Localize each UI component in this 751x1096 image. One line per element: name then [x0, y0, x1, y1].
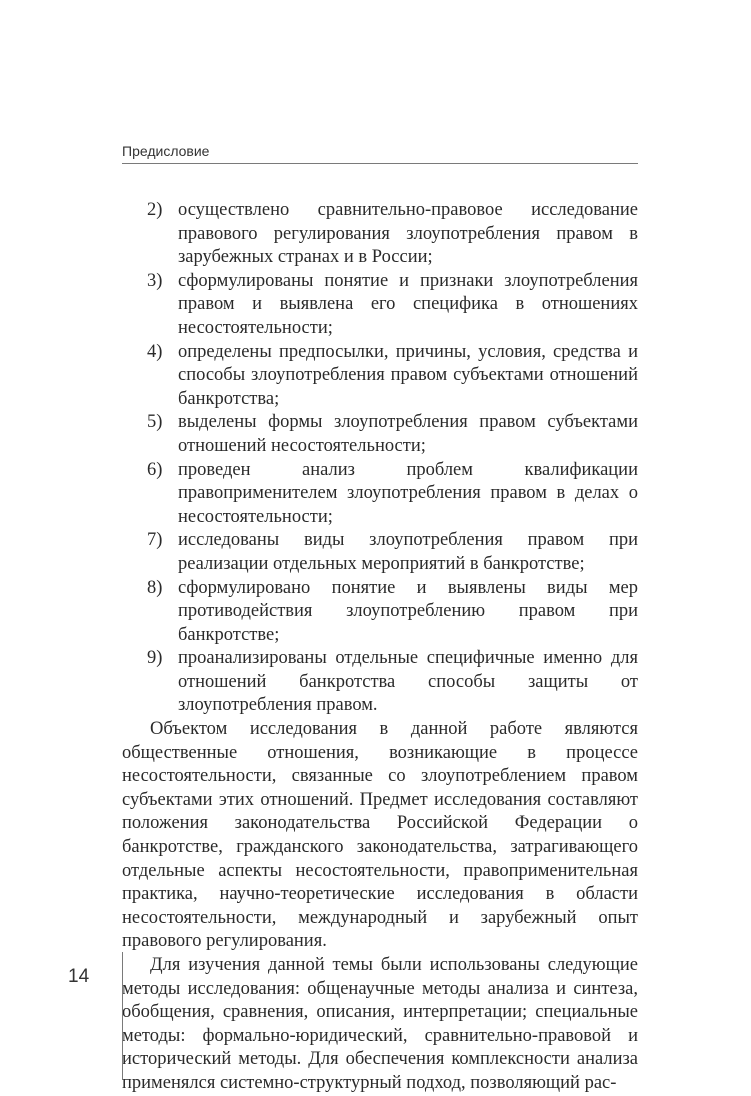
list-item [122, 529, 638, 576]
list-item [122, 341, 638, 412]
running-head: Предисловие [122, 143, 210, 159]
list-item-number: 4) [147, 341, 163, 362]
list-item [122, 411, 638, 458]
list-item [122, 270, 638, 341]
margin-rule [122, 952, 123, 1080]
list-item-number: 2) [147, 200, 163, 220]
findings-list [122, 199, 638, 718]
list-item-number: 6) [147, 459, 163, 480]
list-item-text: осуществлено сравнительно-правовое исследование правового регулирования злоупотребления правом в зарубежных странах и в России; [178, 200, 638, 268]
list-item [122, 647, 638, 718]
methods-paragraph: Для изучения данной темы были использованы следующие методы исследования: общенаучные методы анализа и синтеза, обобщения, сравнения, описания, интерпретации; специальные методы: формально-юридический, сравнительно-правовой и исторический методы. Для обеспечения комплексности анализа применялся системно-структурный подход, позволяющий рас- [122, 955, 638, 1093]
list-item-number: 8) [147, 577, 163, 598]
object-of-research-paragraph: Объектом исследования в данной работе являются общественные отношения, возникающие в процессе несостоятельности, связанные со злоупотреблением правом субъектами этих отношений. Предмет исследования составляют положения законодательства Российской Федерации о банкротстве, гражданского законодательства, затрагивающего отдельные аспекты несостоятельности, правоприменительная практика, научно-теоретические исследования в области несостоятельности, международный и зарубежный опыт правового регулирования. [122, 719, 638, 952]
list-item-text: выделены формы злоупотребления правом субъектами отношений несостоятельности; [178, 412, 638, 456]
list-item-text: определены предпосылки, причины, условия, средства и способы злоупотребления правом субъектами отношений банкротства; [178, 341, 638, 409]
list-item-number: 9) [147, 648, 163, 669]
list-item [122, 577, 638, 648]
list-item-text: исследованы виды злоупотребления правом при реализации отдельных мероприятий в банкротстве; [178, 530, 638, 574]
list-item [122, 459, 638, 530]
list-item-text: проведен анализ проблем квалификации правоприменителем злоупотребления правом в делах о несостоятельности; [178, 459, 638, 527]
list-item-number: 3) [147, 270, 163, 291]
list-item-text: сформулировано понятие и выявлены виды мер противодействия злоупотреблению правом при банкротстве; [178, 577, 638, 645]
page-body [122, 199, 638, 1096]
list-item-text: проанализированы отдельные специфичные именно для отношений банкротства способы защиты от злоупотребления правом. [178, 648, 638, 716]
list-item [122, 199, 638, 270]
page-number: 14 [68, 966, 90, 987]
list-item-number: 7) [147, 530, 163, 551]
list-item-text: сформулированы понятие и признаки злоупотребления правом и выявлена его специфика в отношениях несостоятельности; [178, 270, 638, 338]
list-item-number: 5) [147, 412, 163, 433]
header-rule [122, 163, 638, 164]
